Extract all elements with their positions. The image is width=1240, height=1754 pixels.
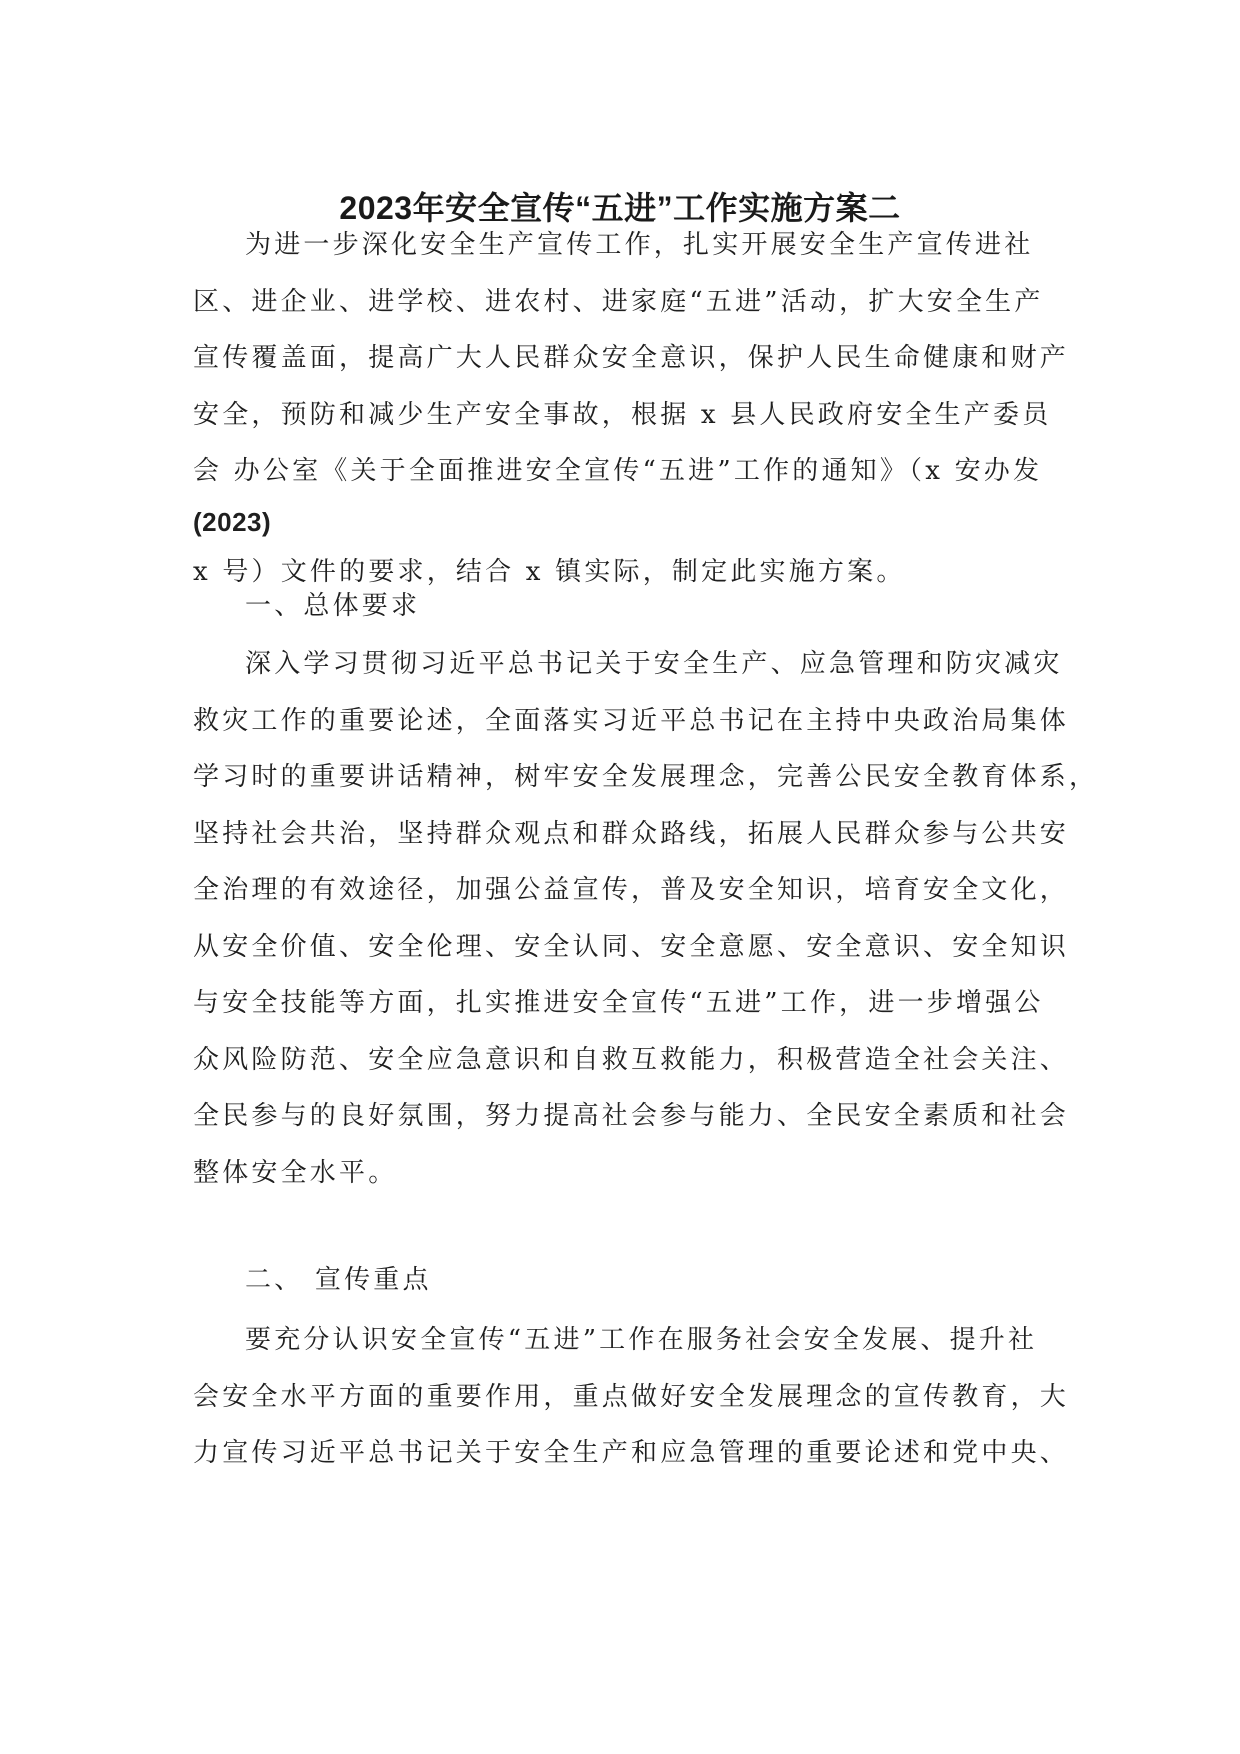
text-line: 学习时的重要讲话精神，树牢安全发展理念，完善公民安全教育体系，	[193, 762, 1099, 792]
text-line: 区、进企业、进学校、进农村、进家庭“五进”活动，扩大安全生产	[193, 286, 1044, 317]
section-2-paragraph	[193, 1312, 1070, 1482]
text-line: 救灾工作的重要论述，全面落实习近平总书记在主持中央政治局集体	[193, 705, 1070, 736]
section-heading-text: 二、 宣传重点	[245, 1265, 432, 1295]
section-heading-text: 一、总体要求	[245, 591, 421, 621]
text-line: 安全，预防和减少生产安全事故，根据 x 县人民政府安全生产委员	[193, 399, 1052, 430]
section-heading-1	[193, 578, 1048, 635]
text-line: 要充分认识安全宣传“五进”工作在服务社会安全发展、提升社	[245, 1325, 1038, 1355]
text-line: 众风险防范、安全应急意识和自救互救能力，积极营造全社会关注、	[193, 1044, 1070, 1075]
text-line: 与安全技能等方面，扎实推进安全宣传“五进”工作，进一步增强公	[193, 988, 1044, 1018]
text-line: 力宣传习近平总书记关于安全生产和应急管理的重要论述和党中央、	[193, 1438, 1070, 1468]
text-line-year: (2023)	[193, 506, 272, 537]
text-line: 整体安全水平。	[193, 1157, 398, 1188]
text-line: 从安全价值、安全伦理、安全认同、安全意愿、安全意识、安全知识	[193, 931, 1070, 962]
text-line: x 号）文件的要求，结合 x 镇实际，制定此实施方案。	[193, 556, 906, 587]
text-line: 坚持社会共治，坚持群众观点和群众路线，拓展人民群众参与公共安	[193, 818, 1070, 849]
intro-paragraph	[193, 217, 1070, 600]
document-title: 2023年安全宣传“五进”工作实施方案二	[339, 190, 901, 226]
text-line: 宣传覆盖面，提高广大人民群众安全意识，保护人民生命健康和财产	[193, 343, 1070, 373]
section-1-paragraph	[193, 636, 1099, 1201]
text-line: 全治理的有效途径，加强公益宣传，普及安全知识，培育安全文化，	[193, 875, 1070, 905]
text-line: 深入学习贯彻习近平总书记关于安全生产、应急管理和防灾减灾	[245, 649, 1063, 679]
section-heading-2	[193, 1252, 1048, 1309]
text-line: 会安全水平方面的重要作用，重点做好安全发展理念的宣传教育，大	[193, 1381, 1070, 1412]
text-line: 全民参与的良好氛围，努力提高社会参与能力、全民安全素质和社会	[193, 1101, 1070, 1131]
text-line: 会 办公室《关于全面推进安全宣传“五进”工作的通知》（x 安办发	[193, 456, 1043, 486]
text-line: 为进一步深化安全生产宣传工作，扎实开展安全生产宣传进社	[245, 230, 1034, 260]
